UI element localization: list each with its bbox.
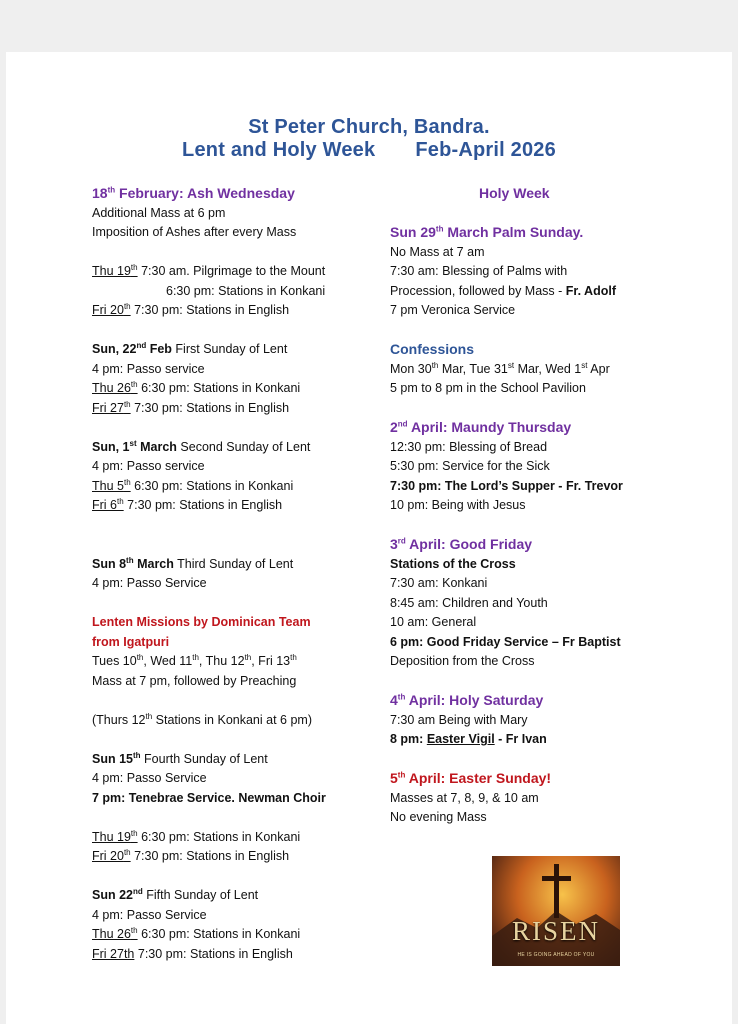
fri20b-line: Fri 20th 7:30 pm: Stations in English [92,847,290,863]
mission-heading-2: from Igatpuri [92,634,170,649]
holy-week-column [390,184,690,828]
cross-icon [492,856,620,966]
sun22b-passo: 4 pm: Passo Service [92,907,207,922]
fri20-line: Fri 20th 7:30 pm: Stations in English [92,301,290,317]
maundy-line-2: 5:30 pm: Service for the Sick [390,459,550,473]
sun8-passo: 4 pm: Passo Service [92,576,207,590]
risen-word: RISEN [511,916,600,946]
easter-vigil: 8 pm: Easter Vigil - Fr Ivan [390,732,547,746]
friday-line-3: 8:45 am: Children and Youth [390,595,548,610]
schedule-title-dates: Feb-April 2026 [415,139,556,161]
thu19-stations: 6:30 pm: Stations in Konkani [166,283,326,298]
maundy-line-1: 12:30 pm: Blessing of Bread [390,439,548,454]
easter-masses: Masses at 7, 8, 9, & 10 am [390,790,539,805]
maundy-line-4: 10 pm: Being with Jesus [390,498,526,512]
good-friday-heading: 3rd April: Good Friday [390,536,533,552]
holy-week-heading: Holy Week [479,185,550,201]
lords-supper: 7:30 pm: The Lord’s Supper - Fr. Trevor [390,478,623,493]
thu19-line: Thu 19th 7:30 am. Pilgrimage to the Mount [92,262,326,278]
fri27-line: Fri 27th 7:30 pm: Stations in English [92,399,290,415]
maundy-thursday-heading: 2nd April: Maundy Thursday [390,419,572,435]
palm-line-2: 7:30 am: Blessing of Palms with [390,264,568,278]
sun1-heading: Sun, 1st March Second Sunday of Lent [92,438,311,454]
thurs12-note: (Thurs 12th Stations in Konkani at 6 pm) [92,711,312,727]
friday-line-4: 10 am: General [390,615,477,629]
easter-sunday-heading: 5th April: Easter Sunday! [390,770,552,786]
sun8-heading: Sun 8th March Third Sunday of Lent [92,555,294,571]
deposition: Deposition from the Cross [390,654,535,668]
sun22-heading: Sun, 22nd Feb First Sunday of Lent [92,340,288,356]
tenebrae-service: 7 pm: Tenebrae Service. Newman Choir [92,790,326,805]
mission-heading-1: Lenten Missions by Dominican Team [92,615,311,629]
palm-line-4: 7 pm Veronica Service [390,303,516,317]
confessions-heading: Confessions [390,341,475,357]
stations-of-cross: Stations of the Cross [390,556,516,571]
fri27b-line: Fri 27th 7:30 pm: Stations in English [92,946,293,961]
sun22-passo: 4 pm: Passo service [92,361,205,376]
fri6-line: Fri 6th 7:30 pm: Stations in English [92,496,283,512]
thu19b-line: Thu 19th 6:30 pm: Stations in Konkani [92,828,301,844]
thu26b-line: Thu 26th 6:30 pm: Stations in Konkani [92,925,301,941]
thu5-line: Thu 5th 6:30 pm: Stations in Konkani [92,477,294,493]
confessions-days: Mon 30th Mar, Tue 31st Mar, Wed 1st Apr [390,360,610,376]
schedule-title-main: Lent and Holy Week [182,139,376,161]
palm-line-1: No Mass at 7 am [390,244,485,259]
ash-line-2: Imposition of Ashes after every Mass [92,225,297,239]
sun1-passo: 4 pm: Passo service [92,459,205,473]
palm-line-3: Procession, followed by Mass - Fr. Adolf [390,283,616,298]
mission-days: Tues 10th, Wed 11th, Thu 12th, Fri 13th [92,652,297,668]
easter-no-evening: No evening Mass [390,810,487,824]
confessions-time: 5 pm to 8 pm in the School Pavilion [390,381,586,395]
thu26-line: Thu 26th 6:30 pm: Stations in Konkani [92,379,301,395]
holy-saturday-heading: 4th April: Holy Saturday [390,692,544,708]
sun15-passo: 4 pm: Passo Service [92,771,207,785]
friday-line-2: 7:30 am: Konkani [390,576,488,590]
good-friday-service: 6 pm: Good Friday Service – Fr Baptist [390,634,621,649]
sun15-heading: Sun 15th Fourth Sunday of Lent [92,750,268,766]
schedule-title [0,139,738,162]
church-title: St Peter Church, Bandra. [248,116,490,138]
palm-sunday-heading: Sun 29th March Palm Sunday. [390,224,584,240]
mission-mass: Mass at 7 pm, followed by Preaching [92,673,297,688]
ash-wednesday-heading: 18th February: Ash Wednesday [92,185,295,201]
ash-line-1: Additional Mass at 6 pm [92,205,226,220]
risen-tagline: HE IS GOING AHEAD OF YOU [517,952,595,958]
sun22b-heading: Sun 22nd Fifth Sunday of Lent [92,886,259,902]
lent-column [92,184,392,964]
saturday-line-1: 7:30 am Being with Mary [390,712,528,727]
risen-cross-image [492,856,620,966]
